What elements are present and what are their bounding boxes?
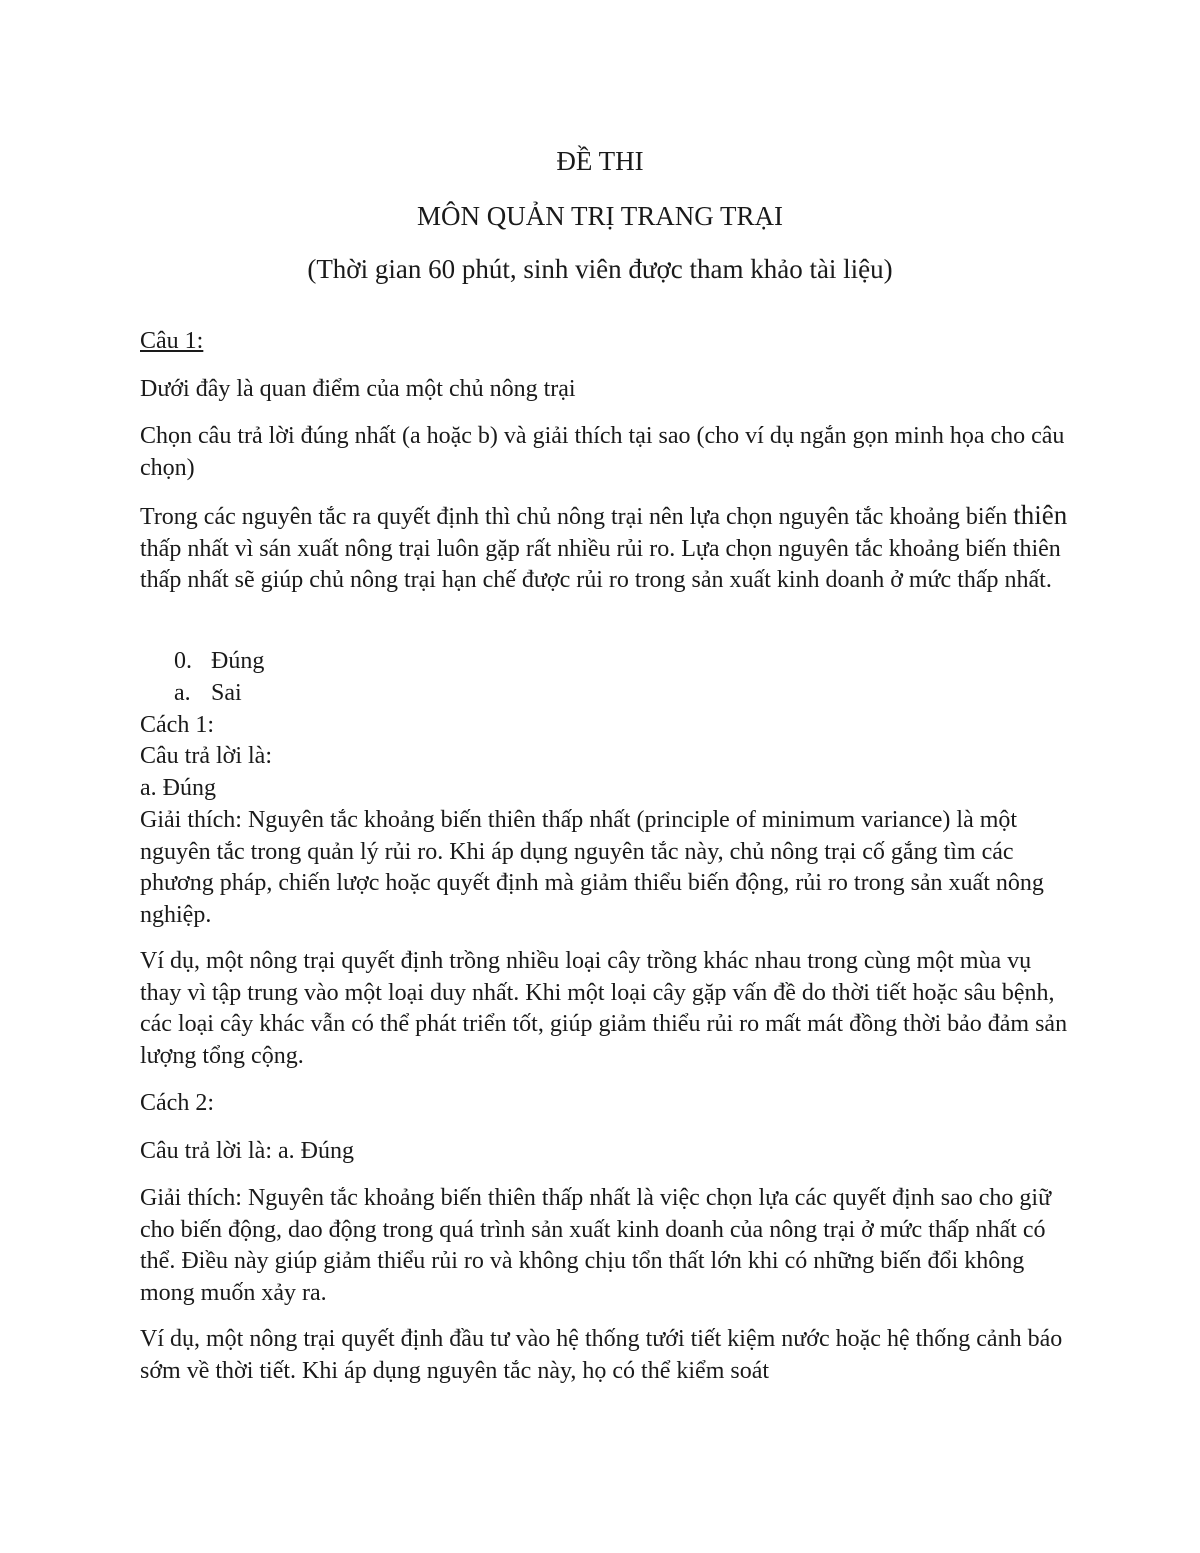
statement-part-2: thấp nhất vì sán xuất nông trại luôn gặp rất nhiều rủi ro. Lựa chọn nguyên tắc khoảng biến thiên thấp nhất sẽ giúp chủ nông trại hạn chế được rủi ro trong sản xuất kinh doanh ở mức thấp nhất. [140,535,1061,593]
way-2-example: Ví dụ, một nông trại quyết định đầu tư vào hệ thống tưới tiết kiệm nước hoặc hệ thống cảnh báo sớm về thời tiết. Khi áp dụng nguyên tắc này, họ có thể kiểm soát [140,1326,1063,1384]
exam-note: (Thời gian 60 phút, sinh viên được tham khảo tài liệu) [307,254,893,284]
question-1-instruction: Chọn câu trả lời đúng nhất (a hoặc b) và giải thích tại sao (cho ví dụ ngắn gọn minh họa cho câu chọn) [140,423,1065,481]
way-2-label: Cách 2: [140,1090,214,1116]
question-1-intro: Dưới đây là quan điểm của một chủ nông trại [140,376,576,402]
way-2-answer: Câu trả lời là: a. Đúng [140,1138,354,1164]
option-text: Sai [211,680,242,706]
exam-title: ĐỀ THI [556,146,644,176]
statement-part-1: Trong các nguyên tắc ra quyết định thì chủ nông trại nên lựa chọn nguyên tắc khoảng biến [140,504,1014,530]
way-1-answer: a. Đúng [140,775,216,801]
question-1-label: Câu 1: [140,328,204,354]
option-marker: a. [174,680,191,706]
option-marker: 0. [174,648,192,674]
exam-subject: MÔN QUẢN TRỊ TRANG TRẠI [416,201,784,231]
question-1-statement [140,500,1070,597]
way-2-explanation: Giải thích: Nguyên tắc khoảng biến thiên thấp nhất là việc chọn lựa các quyết định sao cho giữ cho biến động, dao động trong quá trình sản xuất kinh doanh của nông trại ở mức thấp nhất có thể. Điều này giúp giảm thiểu rủi ro và không chịu tổn thất lớn khi có những biến đổi không mong muốn xảy ra. [140,1185,1052,1306]
way-1-explanation: Giải thích: Nguyên tắc khoảng biến thiên thấp nhất (principle of minimum variance) là một nguyên tắc trong quản lý rủi ro. Khi áp dụng nguyên tắc này, chủ nông trại cố gắng tìm các phương pháp, chiến lược hoặc quyết định mà giảm thiểu biến động, rủi ro trong sản xuất nông nghiệp. [140,807,1044,928]
way-1-label: Cách 1: [140,712,214,738]
way-1-answer-label: Câu trả lời là: [140,743,272,769]
statement-big-word: thiên [1013,500,1068,530]
way-1-example: Ví dụ, một nông trại quyết định trồng nhiều loại cây trồng khác nhau trong cùng một mùa vụ thay vì tập trung vào một loại duy nhất. Khi một loại cây gặp vấn đề do thời tiết hoặc sâu bệnh, các loại cây khác vẫn có thể phát triển tốt, giúp giảm thiểu rủi ro mất mát đồng thời bảo đảm sản lượng tổng cộng. [140,948,1068,1069]
option-text: Đúng [211,648,265,674]
